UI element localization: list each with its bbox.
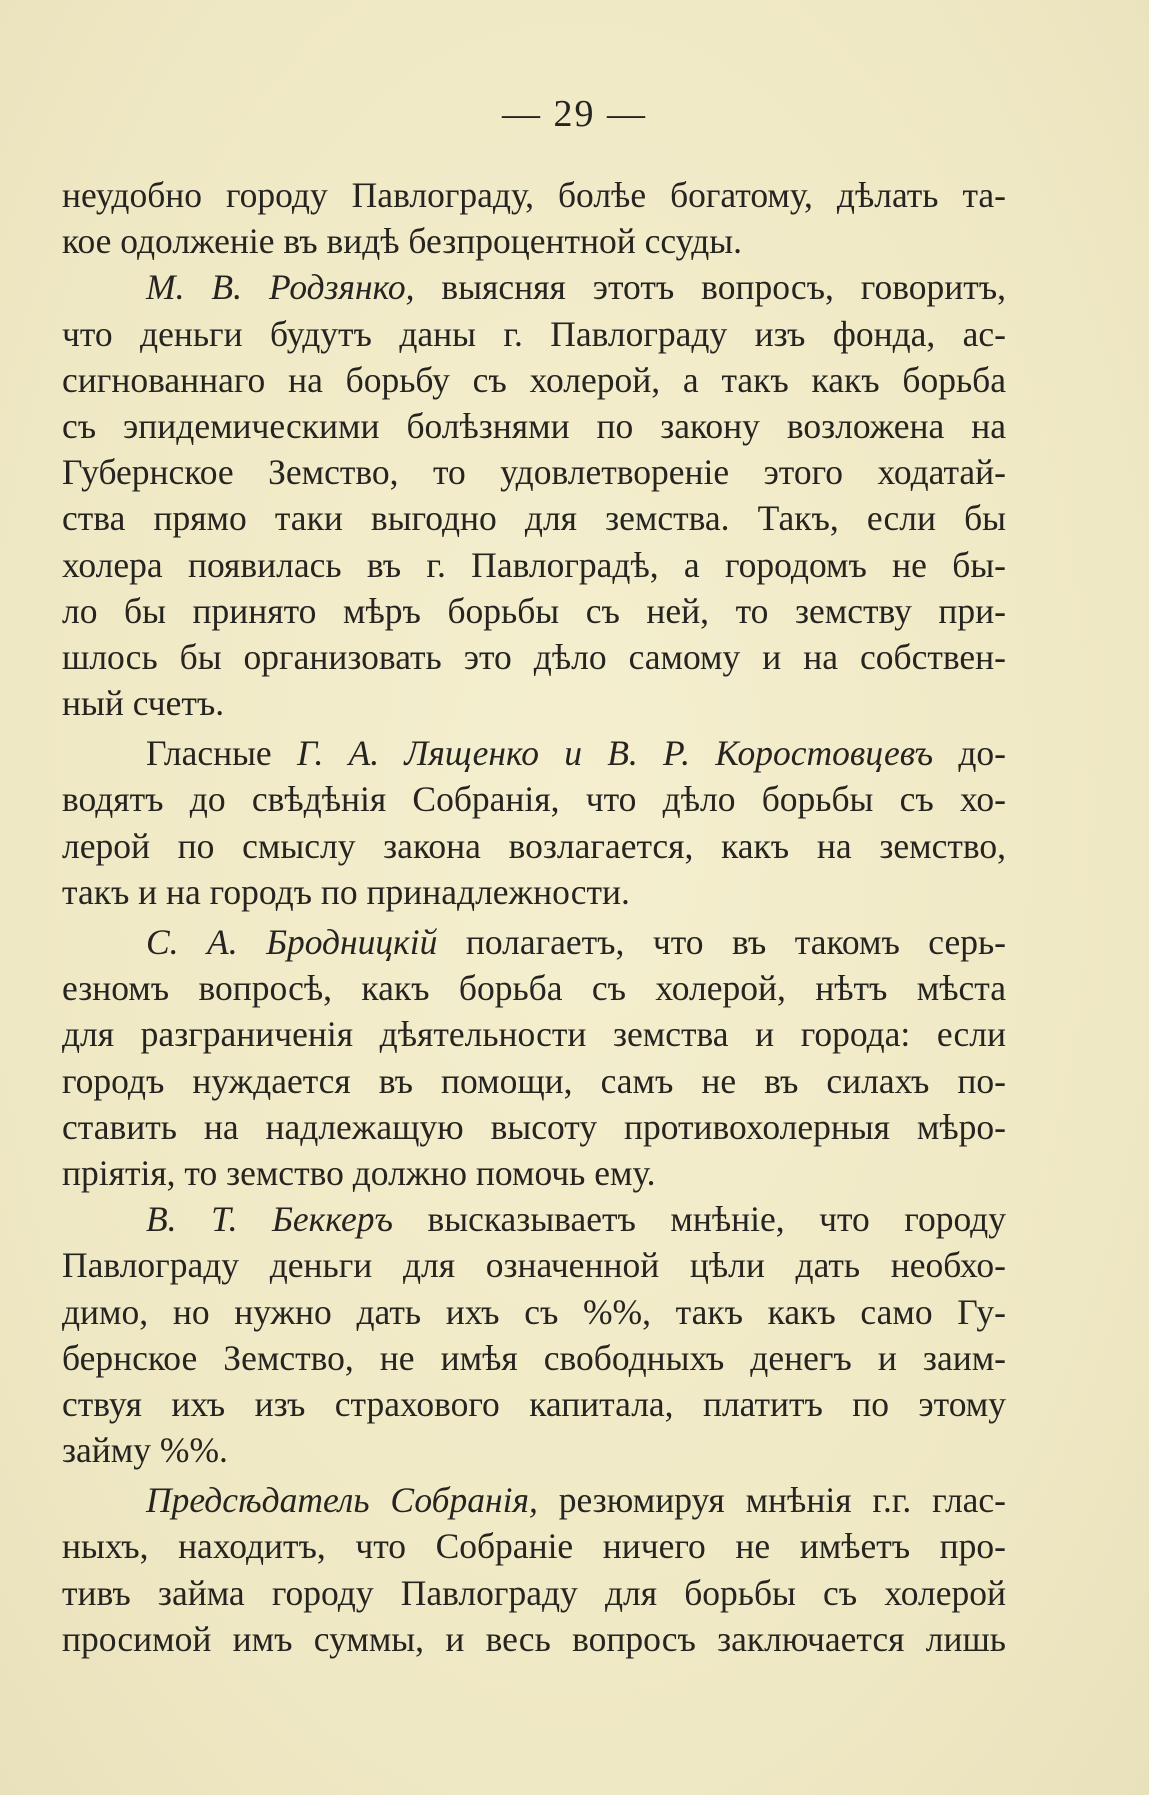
text-line: водятъ до свѣдѣнія Собранія, что дѣло борьбы съ хо- [62,779,1006,820]
text-line: просимой имъ суммы, и весь вопросъ заключается лишь [62,1618,1006,1659]
text-line: ставить на надлежащую высоту противохолерныя мѣро- [62,1106,1006,1147]
text-line: городъ нуждается въ помощи, самъ не въ силахъ по- [62,1060,1006,1101]
text-line: шлось бы организовать это дѣло самому и на собствен- [62,636,1006,677]
text-line: пріятія, то земство должно помочь ему. [62,1152,656,1193]
paragraph [62,730,1006,915]
text-line: неудобно городу Павлограду, болѣе богатому, дѣлать та- [62,175,1006,215]
paragraph [62,1477,1006,1662]
speaker-name: С. А. Бродницкій [146,922,438,962]
text-span: полагаетъ, что въ такомъ серь- [437,922,1007,962]
text-line: ствуя ихъ изъ страхового капитала, платитъ по этому [62,1383,1006,1424]
text-line: для разграниченія дѣятельности земства и города: если [62,1014,1006,1055]
text-line [62,264,1006,310]
text-span: Гласные [146,733,297,774]
text-line: такъ и на городъ по принадлежности. [62,871,630,912]
text-line: лерой по смыслу закона возлагается, какъ на земство, [62,825,1006,866]
text-line [62,919,1006,965]
text-line: холера появилась въ г. Павлоградѣ, а городомъ не бы- [62,544,1006,585]
text-line: съ эпидемическими болѣзнями по закону возложена на [62,405,1006,446]
text-line: займу %%. [62,1430,228,1471]
speaker-name: Предсѣдатель Собранія, [146,1480,538,1521]
text-line: что деньги будутъ даны г. Павлограду изъ фонда, ас- [62,313,1006,354]
text-line [62,730,1006,776]
paragraph [62,1196,1006,1473]
text-span: до- [933,733,1006,774]
text-span: выясняя этотъ вопросъ, говоритъ, [414,267,1006,308]
text-line [62,1477,1006,1523]
text-line [62,1196,1006,1242]
text-line: езномъ вопросѣ, какъ борьба съ холерой, нѣтъ мѣста [62,968,1006,1009]
speaker-name: В. Т. Беккеръ [146,1199,393,1240]
text-span: высказываетъ мнѣніе, что городу [392,1199,1006,1240]
text-span: резюмируя мнѣнія г.г. глас- [537,1480,1006,1521]
speaker-name: М. В. Родзянко, [146,267,415,308]
text-line: сигнованнаго на борьбу съ холерой, а такъ какъ борьба [62,359,1006,400]
text-line: ло бы принято мѣръ борьбы съ ней, то земству при- [62,590,1006,631]
body-text [62,172,1006,1662]
text-line: ный счетъ. [62,683,225,724]
text-line: Павлограду деньги для означенной цѣли дать необхо- [62,1245,1006,1286]
text-line: кое одолженіе въ видѣ безпроцентной ссуды. [62,221,742,262]
text-line: тивъ займа городу Павлограду для борьбы съ холерой [62,1572,1006,1613]
text-line: ства прямо таки выгодно для земства. Такъ, если бы [62,498,1006,539]
paragraph [62,264,1006,726]
paragraph [62,919,1006,1196]
speaker-name: Г. А. Лященко и В. Р. Коростовцевъ [296,733,934,774]
text-line: бернское Земство, не имѣя свободныхъ денегъ и заим- [62,1337,1006,1378]
text-line: димо, но нужно дать ихъ съ %%, такъ какъ само Гу- [62,1291,1006,1332]
paragraph [62,172,1006,264]
page-number: — 29 — [502,93,647,135]
text-line: ныхъ, находитъ, что Собраніе ничего не имѣетъ про- [62,1526,1006,1567]
text-line: Губернское Земство, то удовлетвореніе этого ходатай- [62,452,1006,493]
